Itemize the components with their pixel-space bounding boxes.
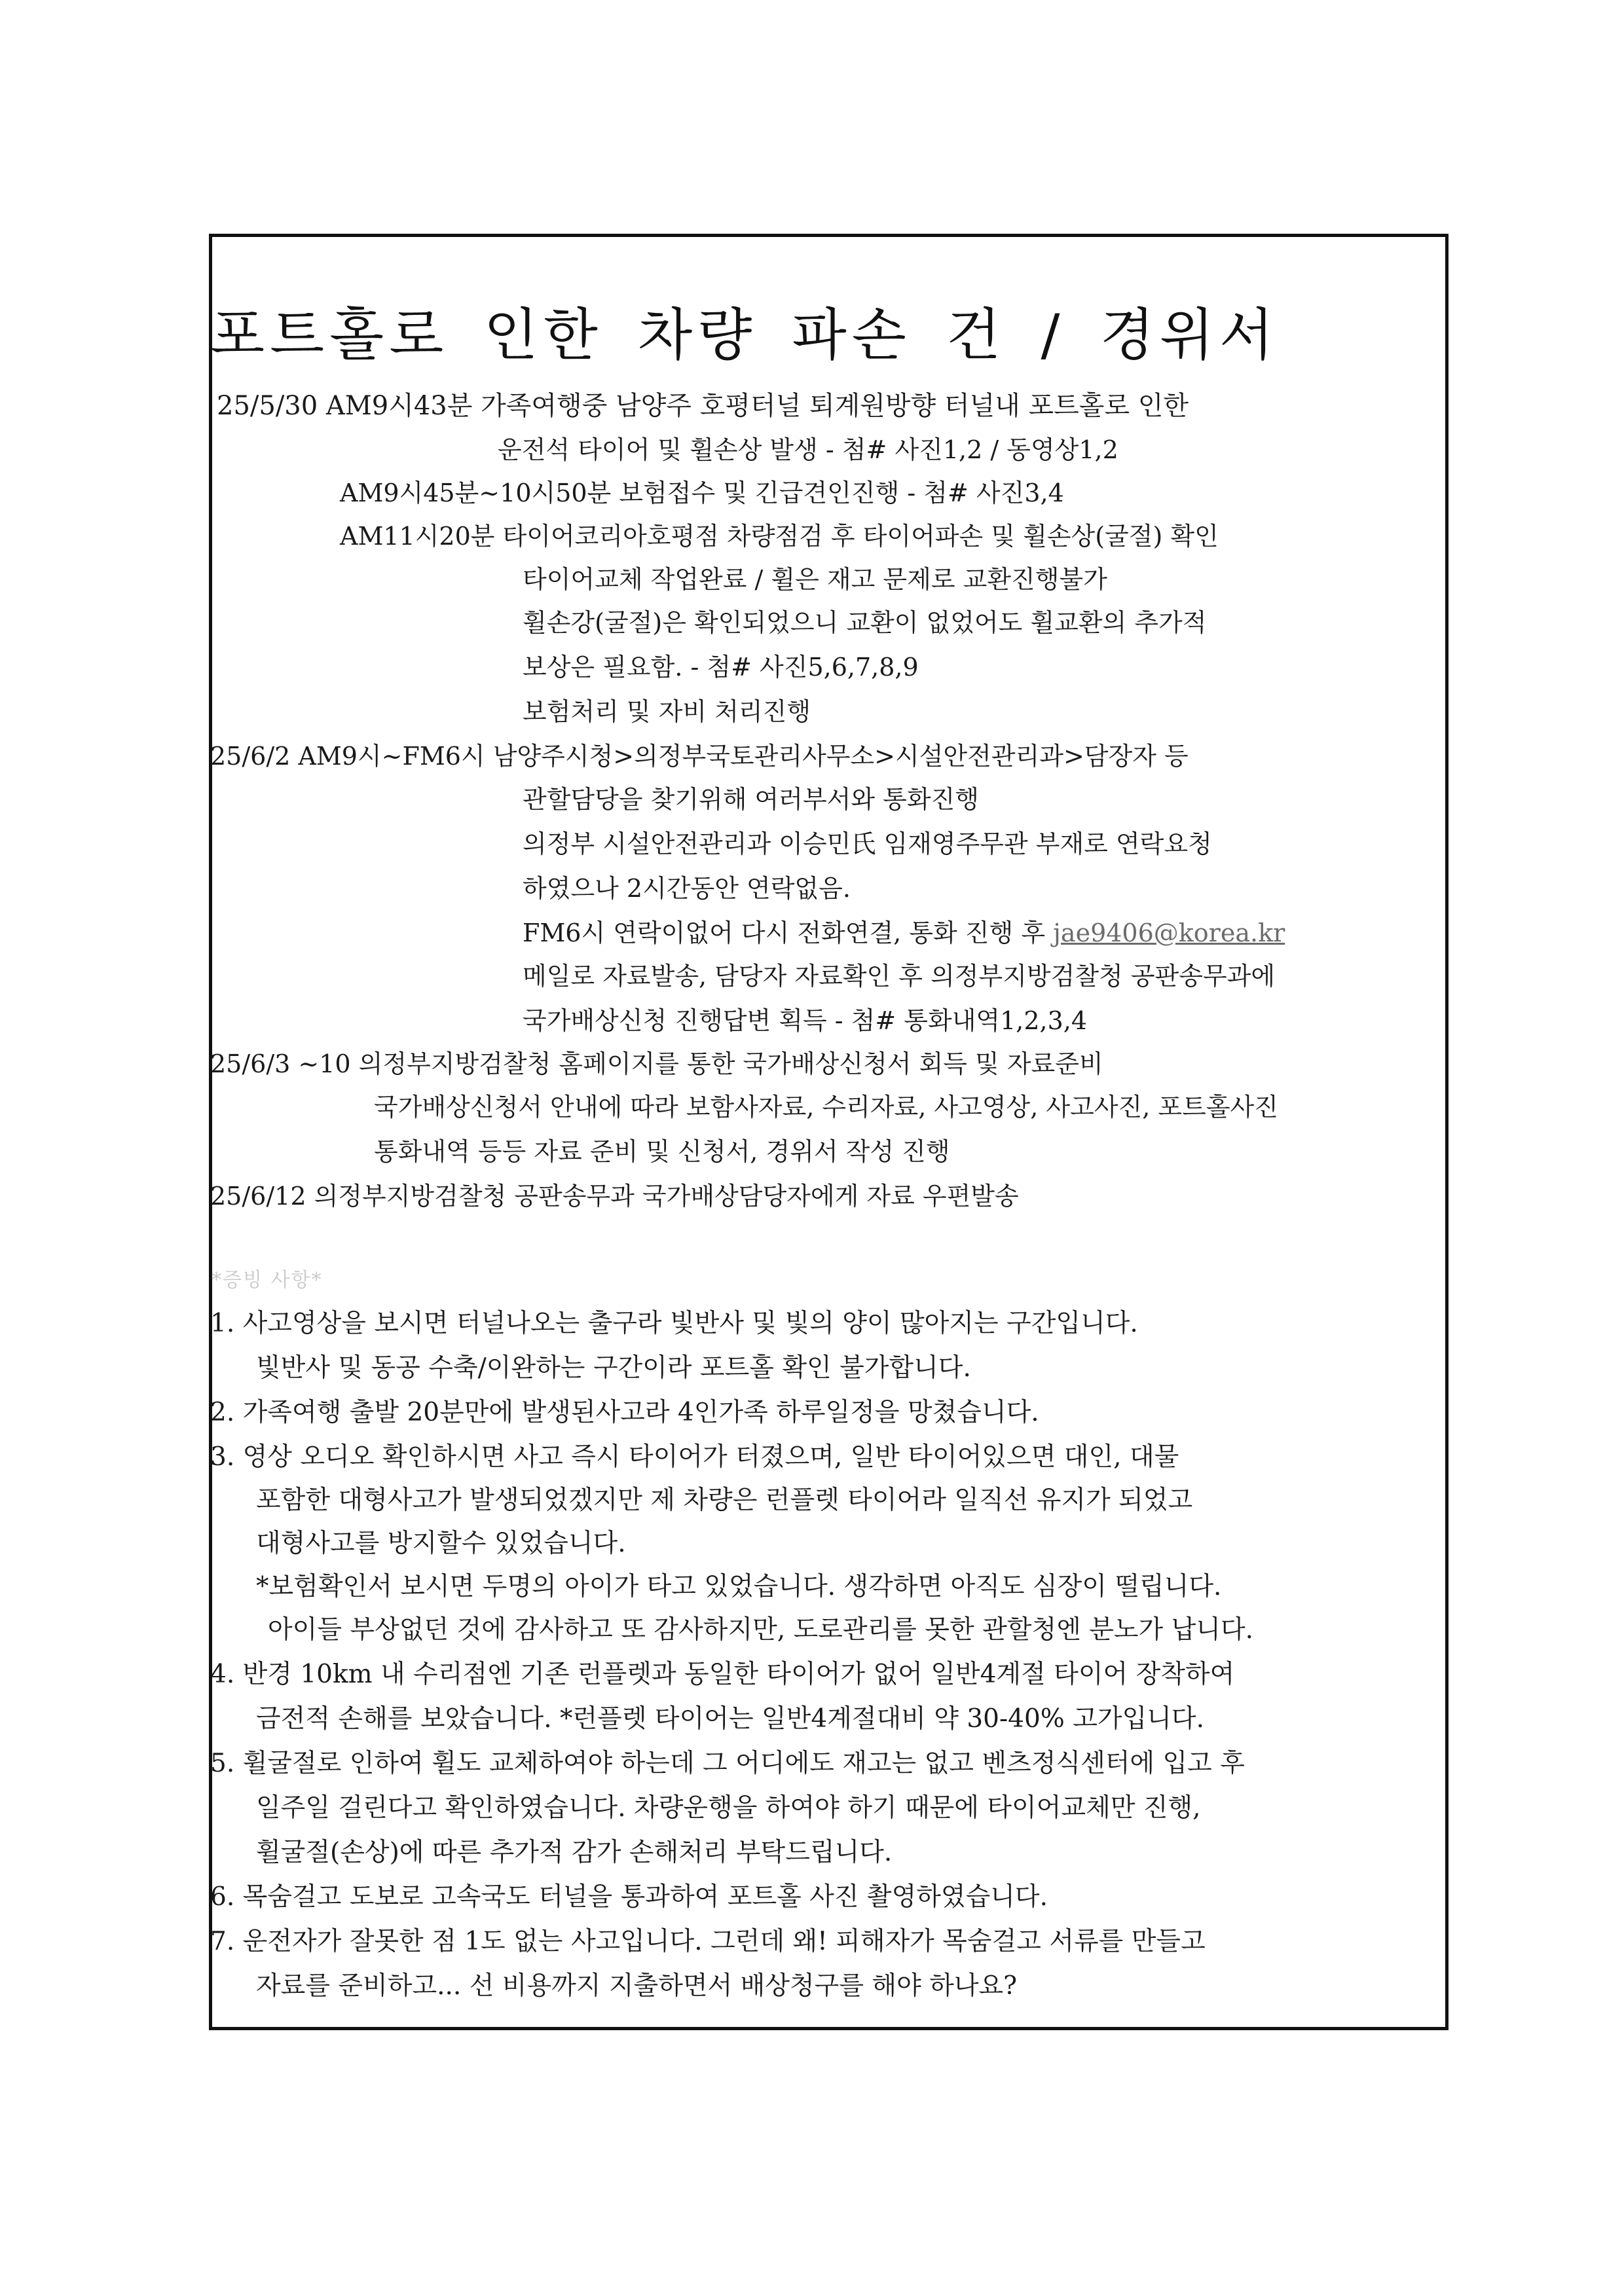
timeline-line: 보험처리 및 자비 처리진행 [523,697,811,726]
note-line: 7. 운전자가 잘못한 점 1도 없는 사고입니다. 그런데 왜! 피해자가 목숨걸고 서류를 만들고 [210,1927,1206,1956]
note-line: 1. 사고영상을 보시면 터널나오는 출구라 빛반사 및 빛의 양이 많아지는 구간입니다. [210,1309,1138,1338]
note-line: 자료를 준비하고... 선 비용까지 지출하면서 배상청구를 해야 하나요? [256,1971,1018,2001]
note-line: *보험확인서 보시면 두명의 아이가 타고 있었습니다. 생각하면 아직도 심장이 떨립니다. [256,1572,1222,1601]
timeline-line: 25/5/30 AM9시43분 가족여행중 남양주 호평터널 퇴계원방향 터널내 포트홀로 인한 [217,391,1189,421]
note-line: 3. 영상 오디오 확인하시면 사고 즉시 타이어가 터졌으며, 일반 타이어있으면 대인, 대물 [210,1442,1179,1472]
timeline-line: 통화내역 등등 자료 준비 및 신청서, 경위서 작성 진행 [374,1137,950,1166]
timeline-line: 휠손강(굴절)은 확인되었으니 교환이 없었어도 휠교환의 추가적 [523,608,1207,637]
timeline-line: 메일로 자료발송, 담당자 자료확인 후 의정부지방검찰청 공판송무과에 [523,962,1276,991]
note-line: 아이들 부상없던 것에 감사하고 또 감사하지만, 도로관리를 못한 관할청엔 분노가 납니다. [268,1615,1254,1645]
notes-heading: *증빙 사항* [212,1269,323,1292]
note-line: 빛반사 및 동공 수축/이완하는 구간이라 포트홀 확인 불가합니다. [256,1353,971,1383]
timeline-line: 국가배상신청 진행답변 획득 - 첨# 통화내역1,2,3,4 [523,1006,1088,1035]
timeline-line: 국가배상신청서 안내에 따라 보함사자료, 수리자료, 사고영상, 사고사진, 포트홀사진 [374,1093,1278,1121]
note-line: 포함한 대형사고가 발생되었겠지만 제 차량은 런플렛 타이어라 일직선 유지가 되었고 [256,1485,1193,1515]
timeline-line: 타이어교체 작업완료 / 휠은 재고 문제로 교환진행불가 [523,565,1107,594]
note-line: 일주일 걸린다고 확인하였습니다. 차량운행을 하여야 하기 때문에 타이어교체만 진행, [256,1793,1201,1823]
note-line: 2. 가족여행 출발 20분만에 발생된사고라 4인가족 하루일정을 망쳤습니다. [210,1398,1039,1427]
timeline-text: FM6시 연락이없어 다시 전화연결, 통화 진행 후 [523,919,1046,947]
note-line: 휠굴절(손상)에 따른 추가적 감가 손해처리 부탁드립니다. [256,1838,893,1867]
note-line: 5. 휠굴절로 인하여 휠도 교체하여야 하는데 그 어디에도 재고는 없고 벤츠정식센터에 입고 후 [210,1749,1245,1778]
timeline-line: 의정부 시설안전관리과 이승민氏 임재영주무관 부재로 연락요청 [523,829,1212,858]
timeline-line: 운전석 타이어 및 휠손상 발생 - 첨# 사진1,2 / 동영상1,2 [498,435,1118,464]
note-line: 6. 목숨걸고 도보로 고속국도 터널을 통과하여 포트홀 사진 촬영하였습니다. [210,1882,1048,1912]
note-line: 금전적 손해를 보았습니다. *런플렛 타이어는 일반4계절대비 약 30-40% 고가입니다. [256,1704,1204,1734]
timeline-line: 관할담당을 찾기위해 여러부서와 통화진행 [523,785,979,814]
timeline-line [523,920,1285,945]
document-title: 포트홀로 인한 차량 파손 건 / 경위서 [210,302,1280,368]
timeline-line: AM9시45분~10시50분 보험접수 및 긴급견인진행 - 첨# 사진3,4 [340,479,1064,507]
email-link[interactable]: jae9406@korea.kr [1053,919,1285,947]
note-line: 대형사고를 방지할수 있었습니다. [256,1529,626,1558]
timeline-line: 하였으나 2시간동안 연락없음. [523,874,851,903]
timeline-line: 25/6/3 ~10 의정부지방검찰청 홈페이지를 통한 국가배상신청서 회득 및 자료준비 [210,1049,1103,1078]
note-line: 4. 반경 10km 내 수리점엔 기존 런플렛과 동일한 타이어가 없어 일반4계절 타이어 장착하여 [210,1660,1235,1689]
timeline-line: 보상은 필요함. - 첨# 사진5,6,7,8,9 [523,653,919,682]
timeline-line: AM11시20분 타이어코리아호평점 차량점검 후 타이어파손 및 휠손상(굴절) 확인 [340,522,1219,551]
timeline-line: 25/6/12 의정부지방검찰청 공판송무과 국가배상담당자에게 자료 우편발송 [210,1182,1019,1211]
timeline-line: 25/6/2 AM9시~FM6시 남양주시청>의정부국토관리사무소>시설안전관리과>담장자 등 [210,742,1189,771]
